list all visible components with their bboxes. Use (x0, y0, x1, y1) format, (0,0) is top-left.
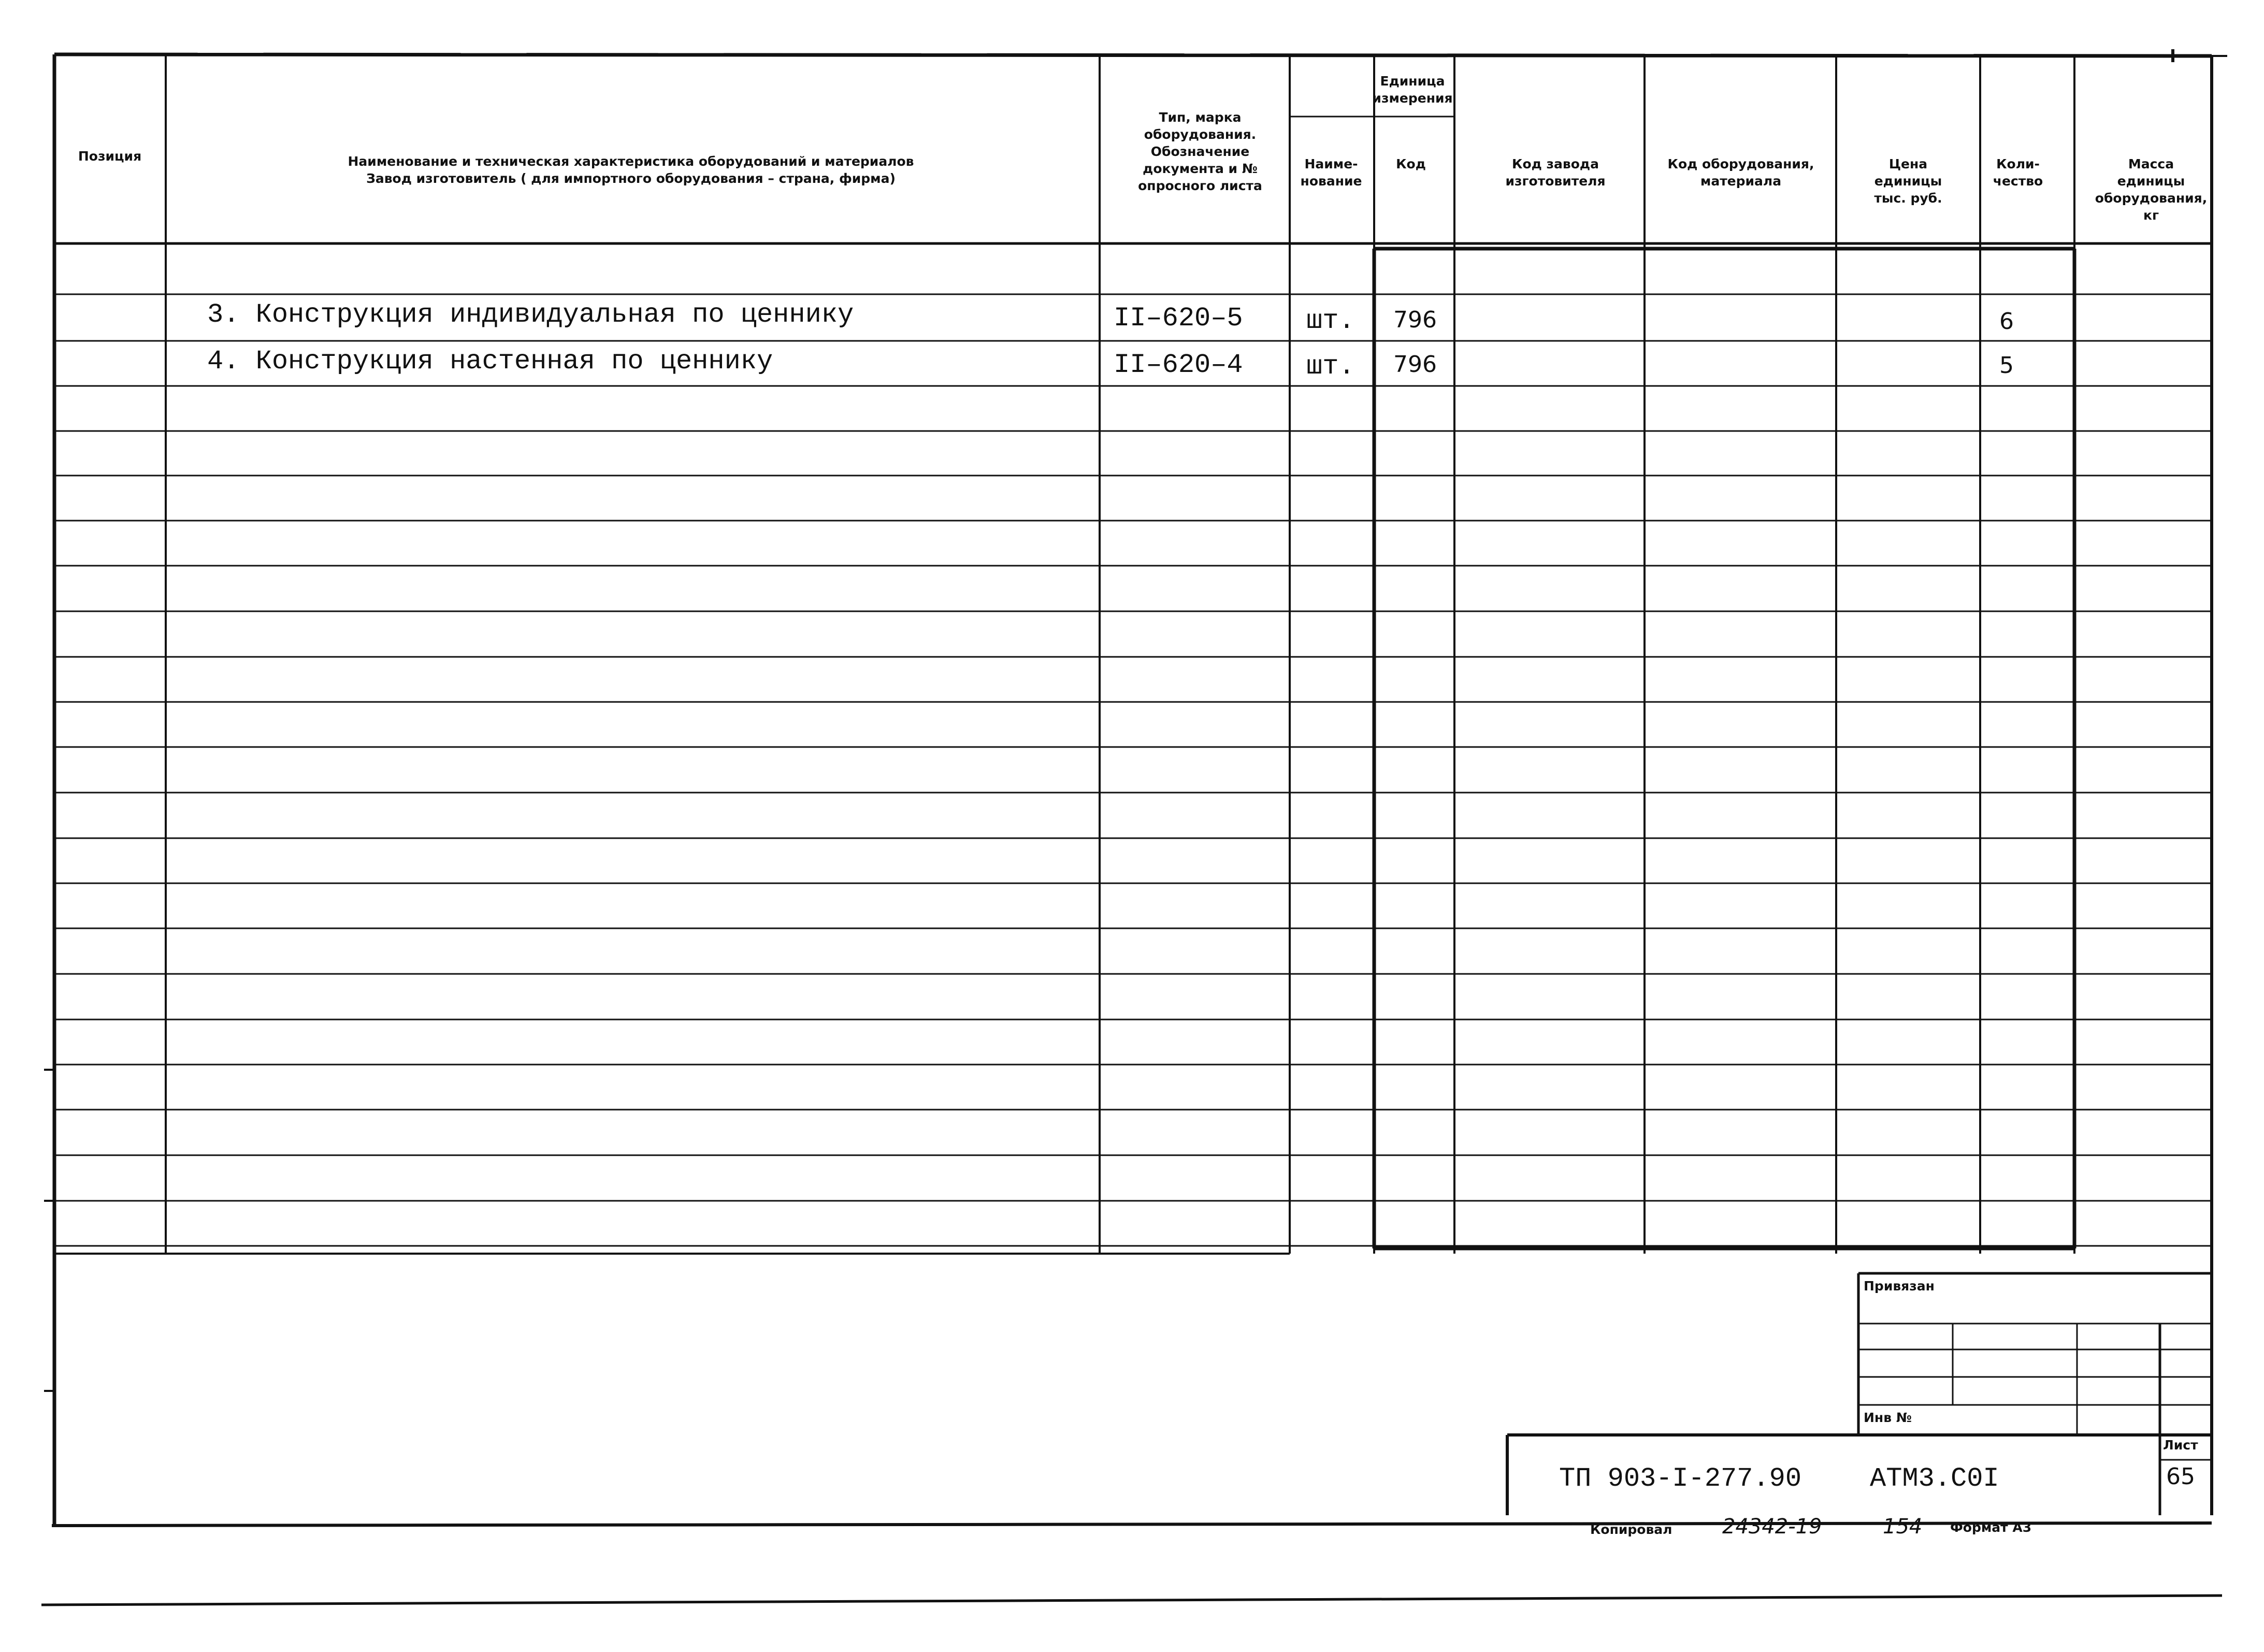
sheet-bottom-line (41, 1596, 2222, 1605)
header-equipment-code: Код оборудования, материала (1667, 156, 1814, 189)
row-3-unit-code: 796 (1393, 307, 1437, 333)
stamp-sheet-number: 65 (2166, 1463, 2195, 1490)
header-unit-code: Код (1396, 156, 1426, 171)
frame-top (54, 54, 2212, 56)
header-price: Цена единицы тыс. руб. (1874, 156, 1942, 206)
header-type-mark: Тип, марка оборудования. Обозначение документа и № опросного листа (1138, 110, 1262, 193)
row-4-unit-name: шт. (1306, 351, 1355, 382)
row-3-name: 3. Конструкция индивидуальная по ценнику (207, 299, 854, 330)
stamp-project-code: ТП 903-I-277.90 (1559, 1463, 1802, 1494)
header-position: Позиция (78, 149, 142, 164)
row-4-type-mark: II–620–4 (1114, 350, 1243, 380)
header-manufacturer-code: Код завода изготовителя (1505, 156, 1606, 189)
footer-copied-label: Копировал (1590, 1522, 1672, 1537)
stamp-linked-label: Привязан (1864, 1278, 1935, 1294)
row-4-quantity: 5 (1999, 352, 2014, 379)
row-3-type-mark: II–620–5 (1114, 303, 1243, 334)
header-unit-group: Единица измерения (1372, 74, 1453, 106)
row-4-unit-code: 796 (1393, 351, 1437, 378)
footer-format: Формат А3 (1950, 1520, 2032, 1535)
header-quantity: Коли- чество (1993, 156, 2043, 189)
stamp-inv-no-label: Инв № (1864, 1410, 1912, 1425)
header-name: Наименование и техническая характеристика оборудований и материалов Завод изготовитель ( для импортного оборудования – страна, фирма) (348, 154, 914, 186)
row-3-quantity: 6 (1999, 308, 2014, 335)
footer-order-number: 24342-19 (1722, 1515, 1822, 1539)
footer-page-number: 154 (1883, 1515, 1923, 1539)
stamp-sheet-label: Лист (2163, 1438, 2198, 1453)
row-4-name: 4. Конструкция настенная по ценнику (207, 346, 773, 377)
row-3-unit-name: шт. (1306, 306, 1355, 336)
header-mass: Масса единицы оборудования, кг (2095, 156, 2208, 223)
stamp-doc-code: АТМ3.С0I (1870, 1463, 1999, 1494)
header-unit-name: Наиме- нование (1300, 156, 1362, 189)
